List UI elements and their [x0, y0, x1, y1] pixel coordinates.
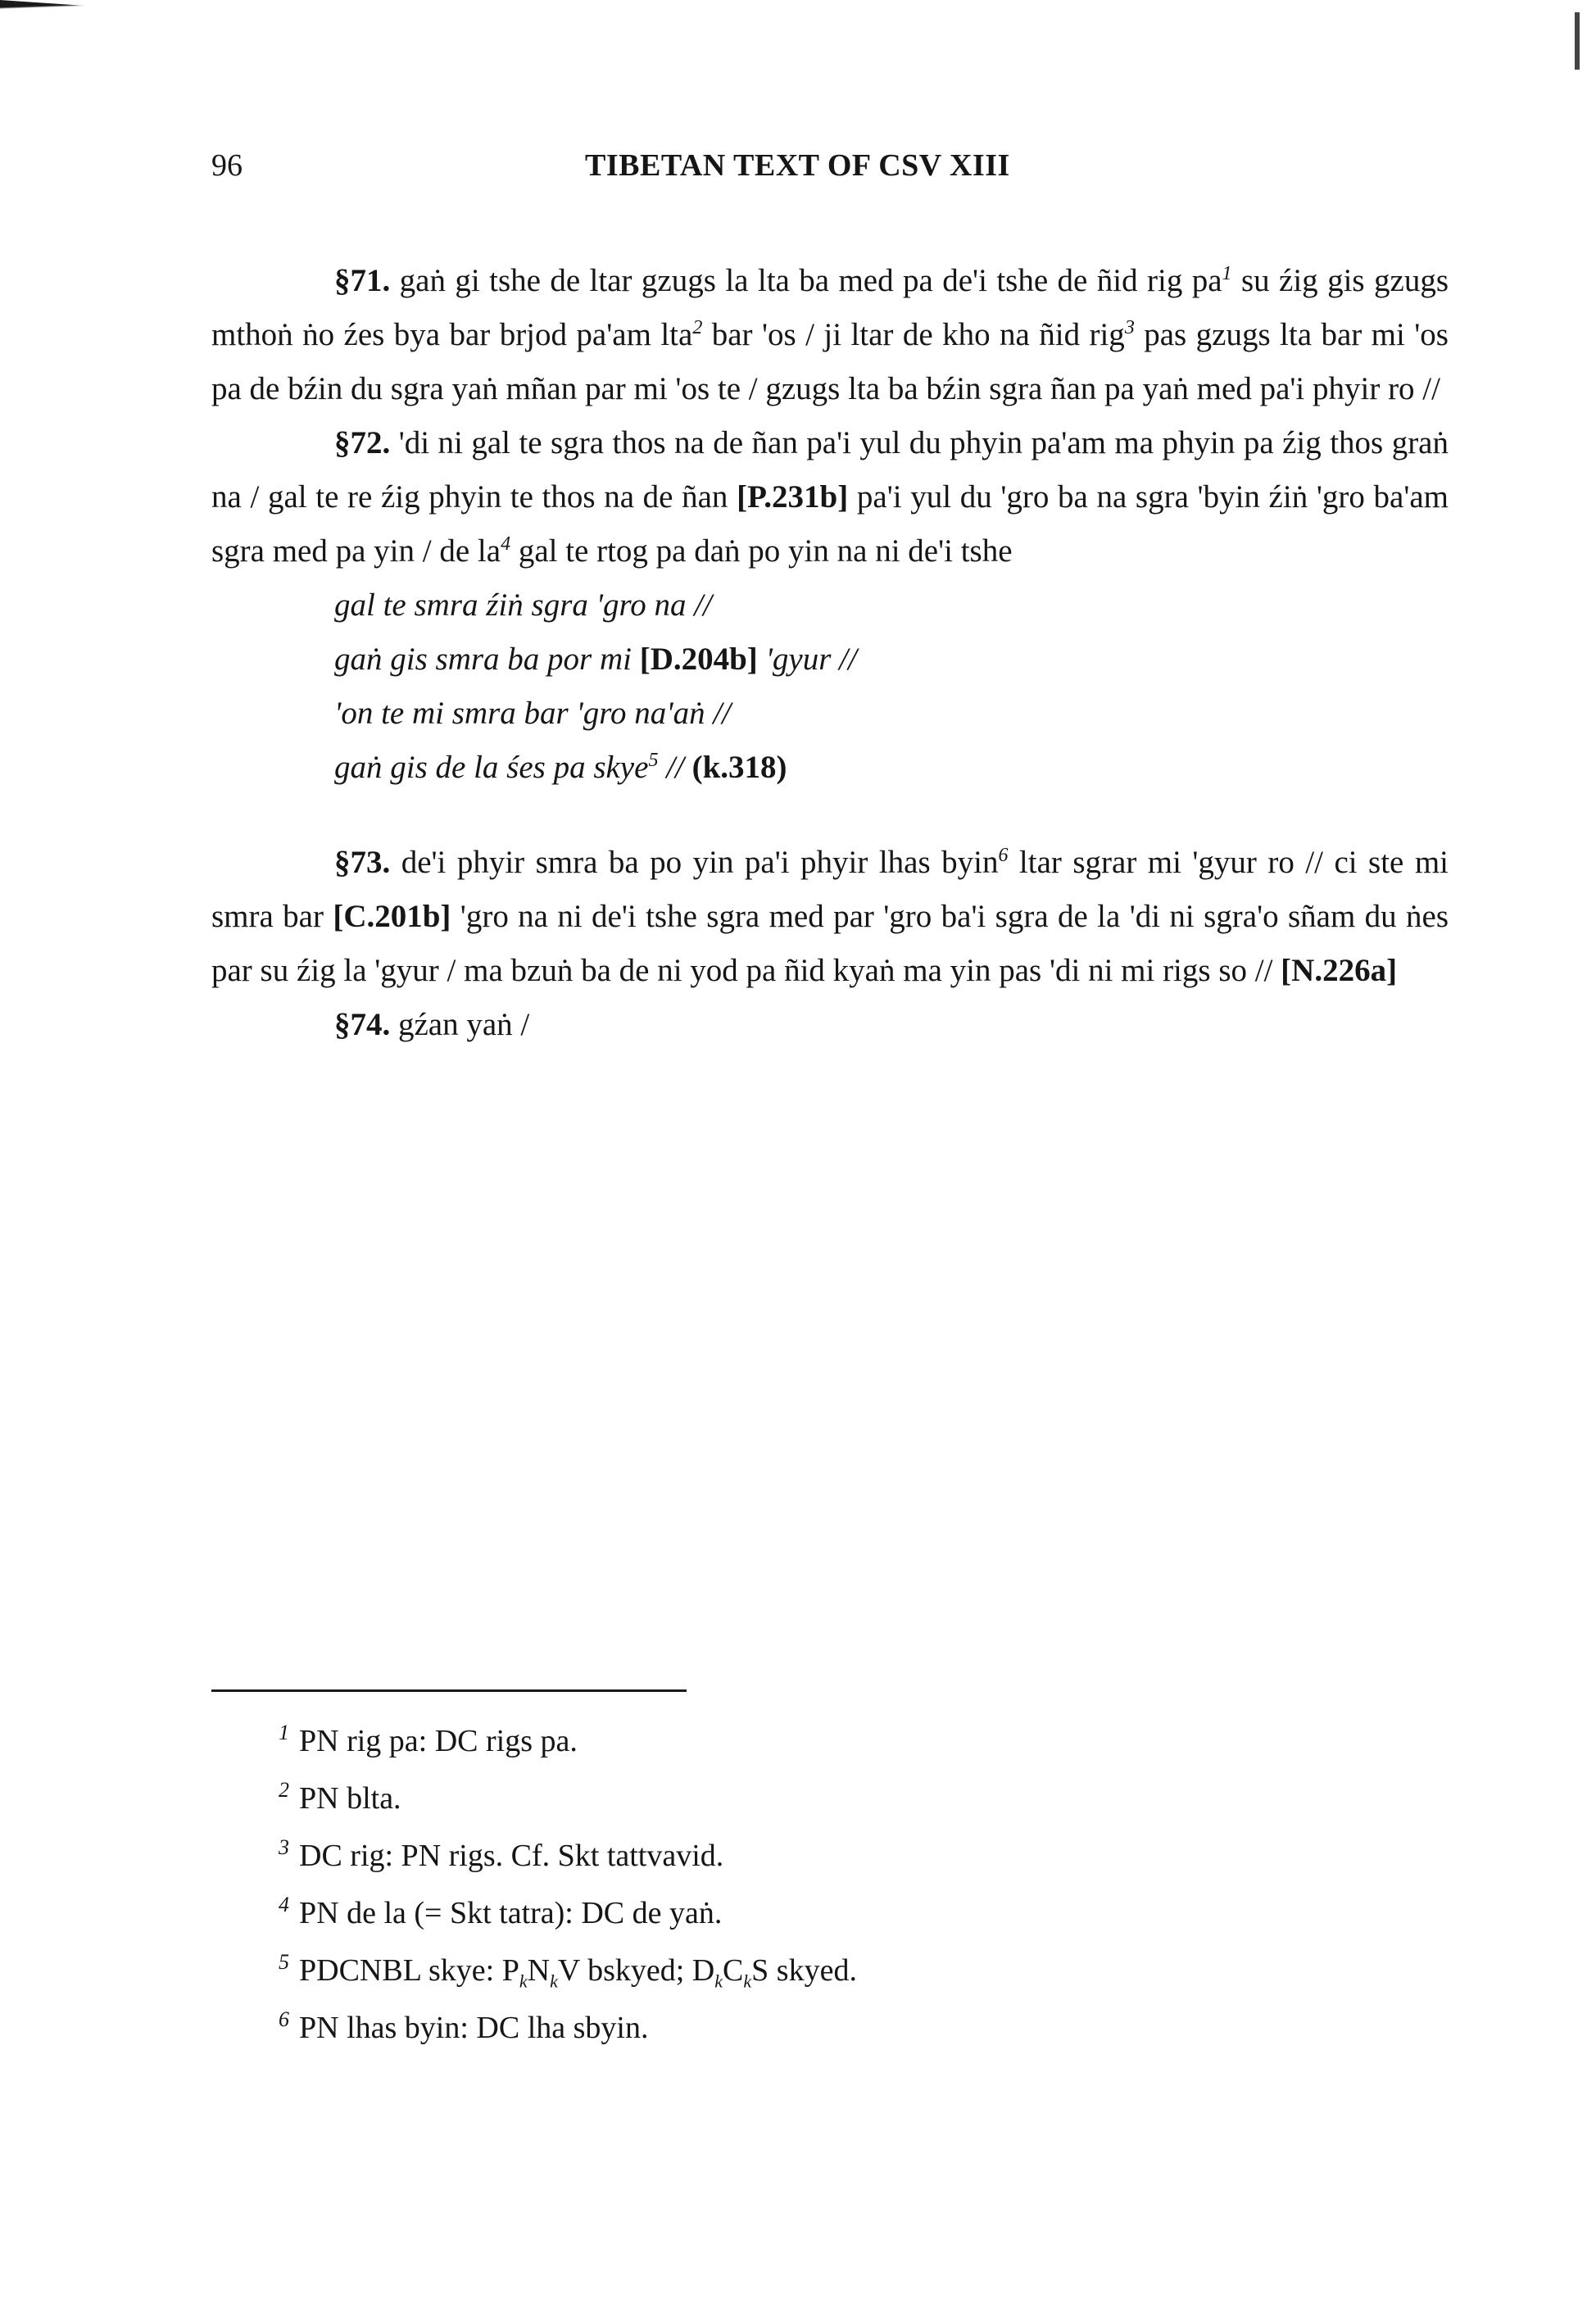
paragraph-72: §72. 'di ni gal te sgra thos na de ñan pa'i yul du phyin pa'am ma phyin pa źig thos graṅ na / gal te re źig phyin te thos na de ñan [P.231b] pa'i yul du 'gro ba na sgra 'byin źiṅ 'gro ba'am sgra med pa yin / de $la^4$ gal te rtog pa daṅ po yin na ni de'i tshe — [211, 425, 1449, 569]
footnote-marker: 1 — [1222, 263, 1232, 284]
page-reference: [P.231b] — [737, 479, 849, 515]
page-reference: (k.318) — [691, 750, 787, 785]
footnote-number: 1 — [279, 1721, 289, 1745]
section-number: §72. — [334, 425, 391, 460]
section-number: §73. — [334, 845, 391, 880]
paragraph-74: §74. gźan yaṅ / — [334, 1007, 530, 1042]
section-number: §71. — [334, 263, 391, 298]
footnote-marker: 3 — [1124, 317, 1135, 338]
footnote: $^3$ DC rig: PN rigs. Cf. Skt tattvavid. — [279, 1835, 724, 1873]
footnote: $^6$ PN lhas byin: DC lha sbyin. — [279, 2007, 649, 2045]
section-number: §74. — [334, 1007, 391, 1042]
page-header — [0, 147, 1596, 197]
page-reference: [N.226a] — [1281, 953, 1398, 988]
footnotes — [279, 1712, 1344, 2057]
scan-shadow — [0, 0, 365, 74]
footnote-marker: 5 — [648, 750, 659, 771]
verse-line: 'on te mi smra bar 'gro na'aṅ // — [334, 696, 732, 731]
footnote-rule — [211, 1689, 687, 1692]
paragraph-71: §71. gaṅ gi tshe de ltar gzugs la lta ba med pa de'i tshe de ñid rig $pa^1$ su źig gis gzugs mthoṅ ṅo źes bya bar brjod pa'am lta$^2$ bar 'os / ji ltar de kho na ñid rig$^3$ pas gzugs lta bar mi 'os pa de bźin du sgra yaṅ mñan par mi 'os te / gzugs lta ba bźin sgra ñan pa yaṅ med pa'i phyir ro // — [211, 263, 1449, 406]
verse-line: gaṅ gis smra ba por mi [D.204b] 'gyur // — [334, 642, 857, 677]
footnote: $^2$ PN blta. — [279, 1778, 401, 1816]
verse-line: gal te smra źiṅ sgra 'gro na // — [334, 587, 712, 623]
footnote-number: 4 — [279, 1893, 289, 1917]
footnote-marker: 2 — [692, 317, 703, 338]
paragraph-73: §73. de'i phyir smra ba po yin pa'i phyir lhas byin$^6$ ltar sgrar mi 'gyur ro // ci ste mi smra bar [C.201b] 'gro na ni de'i tshe sgra med par 'gro ba'i sgra de la 'di ni sgra'o sñam du ṅes par su źig la 'gyur / ma bzuṅ ba de ni yod pa ñid kyaṅ ma yin pas 'di ni mi rigs so // [N.226a] — [211, 845, 1449, 988]
footnote-number: 5 — [279, 1950, 289, 1975]
footnote: $^5$ PDCNBL skye: $P_kN_kV$ bskyed; $D_kC_kS$ skyed. — [279, 1950, 857, 1992]
page-reference: [C.201b] — [333, 899, 451, 934]
footnote-marker: 4 — [501, 533, 511, 555]
footnote-number: 2 — [279, 1778, 289, 1803]
footnote: $^4$ PN de la (= Skt tatra): DC de yaṅ. — [279, 1893, 723, 1930]
footnote-number: 3 — [279, 1835, 289, 1860]
page-number: 96 — [211, 148, 243, 183]
verse-line: gaṅ gis de la śes pa skye$^5$ // (k.318) — [334, 750, 787, 785]
footnote: $^1$ PN rig pa: DC rigs pa. — [279, 1721, 578, 1758]
page-reference: [D.204b] — [639, 642, 758, 677]
footnote-number: 6 — [279, 2007, 289, 2032]
running-title: TIBETAN TEXT OF CSV XIII — [585, 148, 1010, 183]
scan-edge-mark — [1575, 12, 1580, 70]
main-text — [211, 254, 1449, 1052]
footnote-marker: 6 — [998, 845, 1009, 866]
